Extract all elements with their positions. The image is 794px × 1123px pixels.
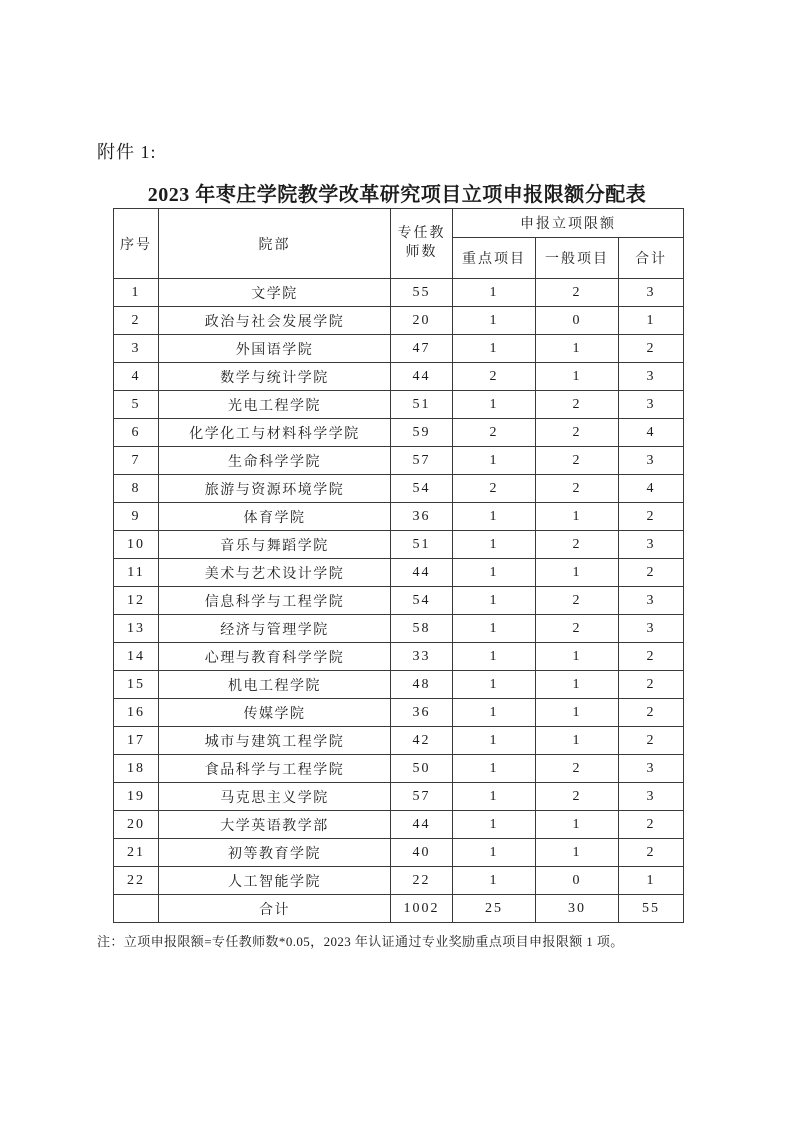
table-row <box>114 419 684 447</box>
department-cell: 光电工程学院 <box>159 391 391 419</box>
page-title: 2023 年枣庄学院教学改革研究项目立项申报限额分配表 <box>147 184 647 206</box>
row-total-cell: 1 <box>619 307 684 335</box>
row-total-cell: 1 <box>619 867 684 895</box>
general-project-cell: 1 <box>536 811 619 839</box>
total-general-project-cell: 30 <box>536 895 619 923</box>
row-total-cell: 3 <box>619 615 684 643</box>
department-cell: 食品科学与工程学院 <box>159 755 391 783</box>
key-project-cell: 1 <box>453 447 536 475</box>
key-project-cell: 1 <box>453 671 536 699</box>
row-index-cell: 13 <box>114 615 159 643</box>
row-index-cell: 22 <box>114 867 159 895</box>
quota-table-header <box>114 209 684 279</box>
total-index-cell <box>114 895 159 923</box>
row-total-cell: 2 <box>619 727 684 755</box>
table-row <box>114 447 684 475</box>
table-row <box>114 811 684 839</box>
table-row <box>114 475 684 503</box>
department-cell: 心理与教育科学学院 <box>159 643 391 671</box>
general-project-cell: 2 <box>536 447 619 475</box>
teachers-count-cell: 42 <box>391 727 453 755</box>
row-index-cell: 16 <box>114 699 159 727</box>
row-total-cell: 2 <box>619 671 684 699</box>
general-project-cell: 1 <box>536 671 619 699</box>
teachers-count-cell: 20 <box>391 307 453 335</box>
table-row <box>114 587 684 615</box>
row-total-cell: 2 <box>619 643 684 671</box>
general-project-cell: 2 <box>536 419 619 447</box>
header-teachers <box>391 209 453 279</box>
key-project-cell: 2 <box>453 363 536 391</box>
department-cell: 初等教育学院 <box>159 839 391 867</box>
grand-total-cell: 55 <box>619 895 684 923</box>
key-project-cell: 1 <box>453 867 536 895</box>
row-total-cell: 3 <box>619 363 684 391</box>
key-project-cell: 1 <box>453 839 536 867</box>
row-total-cell: 3 <box>619 447 684 475</box>
department-cell: 城市与建筑工程学院 <box>159 727 391 755</box>
teachers-count-cell: 40 <box>391 839 453 867</box>
teachers-count-cell: 44 <box>391 363 453 391</box>
teachers-count-cell: 44 <box>391 559 453 587</box>
table-row <box>114 839 684 867</box>
teachers-count-cell: 48 <box>391 671 453 699</box>
teachers-count-cell: 33 <box>391 643 453 671</box>
table-row <box>114 867 684 895</box>
header-teachers-line2: 师数 <box>405 244 438 260</box>
total-row <box>114 895 684 923</box>
key-project-cell: 1 <box>453 811 536 839</box>
key-project-cell: 2 <box>453 419 536 447</box>
row-index-cell: 7 <box>114 447 159 475</box>
row-index-cell: 14 <box>114 643 159 671</box>
key-project-cell: 1 <box>453 727 536 755</box>
table-row <box>114 727 684 755</box>
table-row <box>114 363 684 391</box>
row-total-cell: 2 <box>619 335 684 363</box>
general-project-cell: 2 <box>536 391 619 419</box>
key-project-cell: 1 <box>453 391 536 419</box>
row-index-cell: 20 <box>114 811 159 839</box>
table-row <box>114 391 684 419</box>
header-teachers-line1: 专任教 <box>397 225 446 241</box>
header-index: 序号 <box>114 209 159 279</box>
department-cell: 人工智能学院 <box>159 867 391 895</box>
header-general-project: 一般项目 <box>536 238 619 279</box>
department-cell: 音乐与舞蹈学院 <box>159 531 391 559</box>
teachers-count-cell: 57 <box>391 447 453 475</box>
table-row <box>114 559 684 587</box>
row-total-cell: 4 <box>619 475 684 503</box>
row-total-cell: 3 <box>619 783 684 811</box>
row-index-cell: 2 <box>114 307 159 335</box>
row-index-cell: 6 <box>114 419 159 447</box>
teachers-count-cell: 55 <box>391 279 453 307</box>
row-index-cell: 15 <box>114 671 159 699</box>
row-total-cell: 3 <box>619 531 684 559</box>
department-cell: 生命科学学院 <box>159 447 391 475</box>
row-total-cell: 2 <box>619 811 684 839</box>
general-project-cell: 0 <box>536 307 619 335</box>
row-index-cell: 19 <box>114 783 159 811</box>
header-total: 合计 <box>619 238 684 279</box>
department-cell: 旅游与资源环境学院 <box>159 475 391 503</box>
department-cell: 经济与管理学院 <box>159 615 391 643</box>
key-project-cell: 1 <box>453 335 536 363</box>
key-project-cell: 1 <box>453 783 536 811</box>
teachers-count-cell: 59 <box>391 419 453 447</box>
general-project-cell: 1 <box>536 699 619 727</box>
teachers-count-cell: 51 <box>391 531 453 559</box>
general-project-cell: 2 <box>536 279 619 307</box>
key-project-cell: 2 <box>453 475 536 503</box>
general-project-cell: 1 <box>536 559 619 587</box>
teachers-count-cell: 58 <box>391 615 453 643</box>
department-cell: 数学与统计学院 <box>159 363 391 391</box>
key-project-cell: 1 <box>453 643 536 671</box>
table-row <box>114 643 684 671</box>
general-project-cell: 1 <box>536 643 619 671</box>
row-index-cell: 12 <box>114 587 159 615</box>
total-label-cell: 合计 <box>159 895 391 923</box>
row-total-cell: 4 <box>619 419 684 447</box>
teachers-count-cell: 54 <box>391 475 453 503</box>
teachers-count-cell: 57 <box>391 783 453 811</box>
key-project-cell: 1 <box>453 615 536 643</box>
key-project-cell: 1 <box>453 531 536 559</box>
total-teachers-cell: 1002 <box>391 895 453 923</box>
row-index-cell: 4 <box>114 363 159 391</box>
table-row <box>114 279 684 307</box>
table-row <box>114 503 684 531</box>
general-project-cell: 2 <box>536 615 619 643</box>
table-row <box>114 335 684 363</box>
table-row <box>114 699 684 727</box>
header-key-project: 重点项目 <box>453 238 536 279</box>
department-cell: 大学英语教学部 <box>159 811 391 839</box>
general-project-cell: 2 <box>536 475 619 503</box>
general-project-cell: 1 <box>536 839 619 867</box>
department-cell: 马克思主义学院 <box>159 783 391 811</box>
teachers-count-cell: 54 <box>391 587 453 615</box>
row-total-cell: 2 <box>619 839 684 867</box>
teachers-count-cell: 22 <box>391 867 453 895</box>
teachers-count-cell: 47 <box>391 335 453 363</box>
header-row-1 <box>114 209 684 238</box>
row-total-cell: 3 <box>619 279 684 307</box>
general-project-cell: 2 <box>536 587 619 615</box>
quota-table-body <box>114 279 684 923</box>
row-total-cell: 2 <box>619 699 684 727</box>
row-total-cell: 2 <box>619 503 684 531</box>
general-project-cell: 1 <box>536 335 619 363</box>
teachers-count-cell: 36 <box>391 699 453 727</box>
department-cell: 传媒学院 <box>159 699 391 727</box>
row-index-cell: 8 <box>114 475 159 503</box>
department-cell: 化学化工与材料科学学院 <box>159 419 391 447</box>
footnote: 注：立项申报限额=专任教师数*0.05，2023 年认证通过专业奖励重点项目申报限额 1 项。 <box>97 934 624 949</box>
key-project-cell: 1 <box>453 699 536 727</box>
row-total-cell: 3 <box>619 587 684 615</box>
row-index-cell: 5 <box>114 391 159 419</box>
department-cell: 外国语学院 <box>159 335 391 363</box>
general-project-cell: 1 <box>536 727 619 755</box>
general-project-cell: 0 <box>536 867 619 895</box>
department-cell: 政治与社会发展学院 <box>159 307 391 335</box>
row-total-cell: 3 <box>619 391 684 419</box>
general-project-cell: 2 <box>536 531 619 559</box>
quota-table <box>113 208 684 923</box>
row-index-cell: 21 <box>114 839 159 867</box>
row-index-cell: 9 <box>114 503 159 531</box>
header-department: 院部 <box>159 209 391 279</box>
row-index-cell: 10 <box>114 531 159 559</box>
teachers-count-cell: 44 <box>391 811 453 839</box>
general-project-cell: 2 <box>536 755 619 783</box>
teachers-count-cell: 51 <box>391 391 453 419</box>
department-cell: 美术与艺术设计学院 <box>159 559 391 587</box>
row-index-cell: 11 <box>114 559 159 587</box>
row-index-cell: 17 <box>114 727 159 755</box>
department-cell: 信息科学与工程学院 <box>159 587 391 615</box>
key-project-cell: 1 <box>453 587 536 615</box>
general-project-cell: 1 <box>536 503 619 531</box>
table-row <box>114 783 684 811</box>
row-index-cell: 3 <box>114 335 159 363</box>
table-row <box>114 615 684 643</box>
table-row <box>114 531 684 559</box>
row-index-cell: 18 <box>114 755 159 783</box>
general-project-cell: 2 <box>536 783 619 811</box>
table-row <box>114 671 684 699</box>
department-cell: 体育学院 <box>159 503 391 531</box>
table-row <box>114 307 684 335</box>
row-total-cell: 3 <box>619 755 684 783</box>
general-project-cell: 1 <box>536 363 619 391</box>
key-project-cell: 1 <box>453 503 536 531</box>
department-cell: 机电工程学院 <box>159 671 391 699</box>
teachers-count-cell: 50 <box>391 755 453 783</box>
key-project-cell: 1 <box>453 559 536 587</box>
attachment-label: 附件 1: <box>97 142 157 162</box>
key-project-cell: 1 <box>453 755 536 783</box>
total-key-project-cell: 25 <box>453 895 536 923</box>
row-total-cell: 2 <box>619 559 684 587</box>
key-project-cell: 1 <box>453 279 536 307</box>
department-cell: 文学院 <box>159 279 391 307</box>
table-row <box>114 755 684 783</box>
row-index-cell: 1 <box>114 279 159 307</box>
key-project-cell: 1 <box>453 307 536 335</box>
teachers-count-cell: 36 <box>391 503 453 531</box>
header-quota-group: 申报立项限额 <box>453 209 684 238</box>
